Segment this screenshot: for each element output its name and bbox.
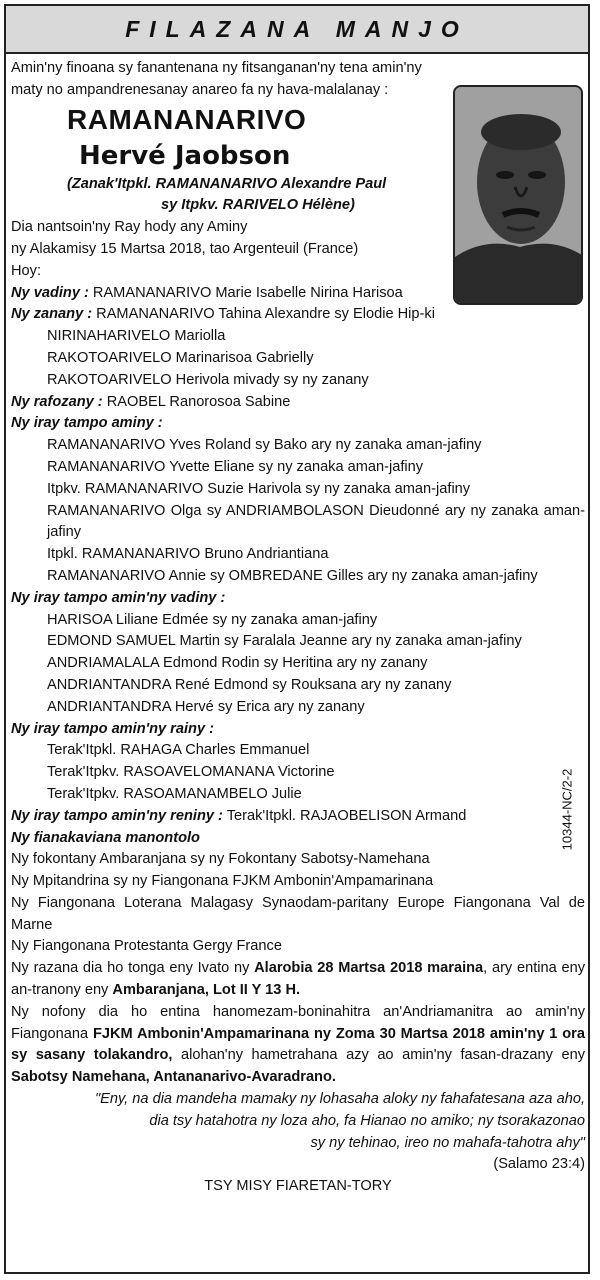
death-line: ny Alakamisy 15 Martsa 2018, tao Argenteuil (France) — [11, 240, 359, 257]
deceased-given-names: Hervé Jaobson — [79, 140, 291, 171]
vadiny-value: RAMANANARIVO Marie Isabelle Nirina Harisoa — [88, 284, 403, 301]
tampo-reniny-label: Ny iray tampo amin'ny reniny : — [11, 807, 223, 824]
list-item: RAKOTOARIVELO Marinarisoa Gabrielly — [47, 349, 314, 366]
intro-line: maty no ampandrenesanay anareo fa ny hava-malalanay : — [11, 81, 389, 98]
list-item: Itpkl. RAMANANARIVO Bruno Andriantiana — [47, 546, 329, 563]
notice-body — [11, 58, 585, 1198]
list-item: Terak'Itpkl. RAHAGA Charles Emmanuel — [47, 742, 310, 759]
tampo-reniny-value: Terak'Itpkl. RAJAOBELISON Armand — [222, 807, 467, 824]
parents-line: (Zanak'Itpkl. RAMANANARIVO Alexandre Paul — [67, 175, 387, 192]
quote-reference: (Salamo 23:4) — [493, 1156, 585, 1173]
list-item: EDMOND SAMUEL Martin sy Faralala Jeanne ary ny zanaka aman-jafiny — [47, 633, 522, 650]
nofony-text: alohan'ny hametrahana azy ao amin'ny fasan-drazany eny — [172, 1047, 585, 1064]
list-item: Terak'Itpkv. RASOAMANAMBELO Julie — [47, 785, 302, 802]
closing-note: TSY MISY FIARETAN-TORY — [204, 1178, 392, 1195]
list-item: RAKOTOARIVELO Herivola mivady sy ny zanany — [47, 371, 369, 388]
quote-line: sy ny tehinao, ireo no mahafa-tahotra ahy" — [310, 1134, 585, 1151]
institution-line: Ny Mpitandrina sy ny Fiangonana FJKM Ambonin'Ampamarinana — [11, 873, 434, 890]
rafozany-label: Ny rafozany : — [11, 393, 103, 410]
intro-line: Amin'ny finoana sy fanantenana ny fitsanganan'ny tena amin'ny — [11, 60, 422, 76]
banner-title: FILAZANA MANJO — [125, 15, 469, 42]
list-item: RAMANANARIVO Yvette Eliane sy ny zanaka aman-jafiny — [47, 458, 424, 475]
nofony-service: FJKM Ambonin'Ampamarinana ny Zoma 30 Martsa 2018 amin'ny 1 ora sy sasany tolakandro, — [11, 1025, 585, 1064]
tampo-rainy-label: Ny iray tampo amin'ny rainy : — [11, 720, 214, 737]
tampo-reniny-line — [11, 806, 585, 828]
quote-line: "Eny, na dia mandeha mamaky ny lohasaha aloky ny fahafatesana aza aho, — [94, 1091, 585, 1108]
vadiny-line — [11, 283, 585, 305]
reference-code: 10344-NC/2-2 — [559, 768, 575, 851]
razana-date: Alarobia 28 Martsa 2018 maraina — [254, 960, 484, 977]
list-item: ANDRIANTANDRA René Edmond sy Rouksana ary ny zanany — [47, 676, 452, 693]
zanany-line — [11, 304, 585, 326]
nofony-text: Ny nofony dia ho entina hanomezam-boninahitra an'Andriamanitra ao amin'ny Fiangonana — [11, 1003, 585, 1042]
vadiny-label: Ny vadiny : — [11, 284, 89, 301]
list-item: ANDRIAMALALA Edmond Rodin sy Heritina ary ny zanany — [47, 655, 428, 672]
institution-line: Ny Fiangonana Loterana Malagasy Synaodam-paritany Europe Fiangonana Val de Marne — [11, 894, 585, 933]
deceased-surname: RAMANANARIVO — [67, 103, 307, 135]
parents-line: sy Itpkv. RARIVELO Hélène) — [161, 197, 355, 214]
zanany-label: Ny zanany : — [11, 306, 93, 323]
rafozany-value: RAOBEL Ranorosoa Sabine — [102, 393, 291, 410]
nofony-burial-place: Sabotsy Namehana, Antananarivo-Avaradrano. — [11, 1069, 336, 1086]
list-item: NIRINAHARIVELO Mariolla — [47, 328, 226, 345]
notice-banner — [4, 4, 590, 54]
tampo-vadiny-label: Ny iray tampo amin'ny vadiny : — [11, 589, 226, 606]
nofony-paragraph — [11, 1002, 585, 1089]
institution-line: Ny Fiangonana Protestanta Gergy France — [11, 938, 282, 955]
rafozany-line — [11, 392, 585, 414]
list-item: Terak'Itpkv. RASOAVELOMANANA Victorine — [47, 764, 335, 781]
tampo-aminy-label: Ny iray tampo aminy : — [11, 415, 163, 432]
fianakaviana-line: Ny fianakaviana manontolo — [11, 829, 200, 846]
quote-line: dia tsy hatahotra ny loza aho, fa Hianao no amiko; ny tsorakazonao — [149, 1112, 585, 1129]
list-item: RAMANANARIVO Olga sy ANDRIAMBOLASON Dieudonné ary ny zanaka aman-jafiny — [47, 502, 585, 541]
institution-line: Ny fokontany Ambaranjana sy ny Fokontany Sabotsy-Namehana — [11, 851, 430, 868]
list-item: RAMANANARIVO Annie sy OMBREDANE Gilles ary ny zanaka aman-jafiny — [47, 567, 538, 584]
razana-paragraph — [11, 958, 585, 1002]
list-item: ANDRIANTANDRA Hervé sy Erica ary ny zanany — [47, 698, 365, 715]
list-item: Itpkv. RAMANANARIVO Suzie Harivola sy ny zanaka aman-jafiny — [47, 480, 471, 497]
zanany-value: RAMANANARIVO Tahina Alexandre sy Elodie Hip-ki — [92, 306, 435, 323]
death-line: Dia nantsoin'ny Ray hody any Aminy — [11, 219, 248, 236]
razana-text: , ary entina eny an-tranony eny — [11, 960, 585, 999]
razana-address: Ambaranjana, Lot II Y 13 H. — [112, 982, 301, 999]
death-line: Hoy: — [11, 262, 42, 279]
list-item: RAMANANARIVO Yves Roland sy Bako ary ny zanaka aman-jafiny — [47, 437, 482, 454]
razana-text: Ny razana dia ho tonga eny Ivato ny — [11, 960, 255, 977]
list-item: HARISOA Liliane Edmée sy ny zanaka aman-jafiny — [47, 611, 378, 628]
